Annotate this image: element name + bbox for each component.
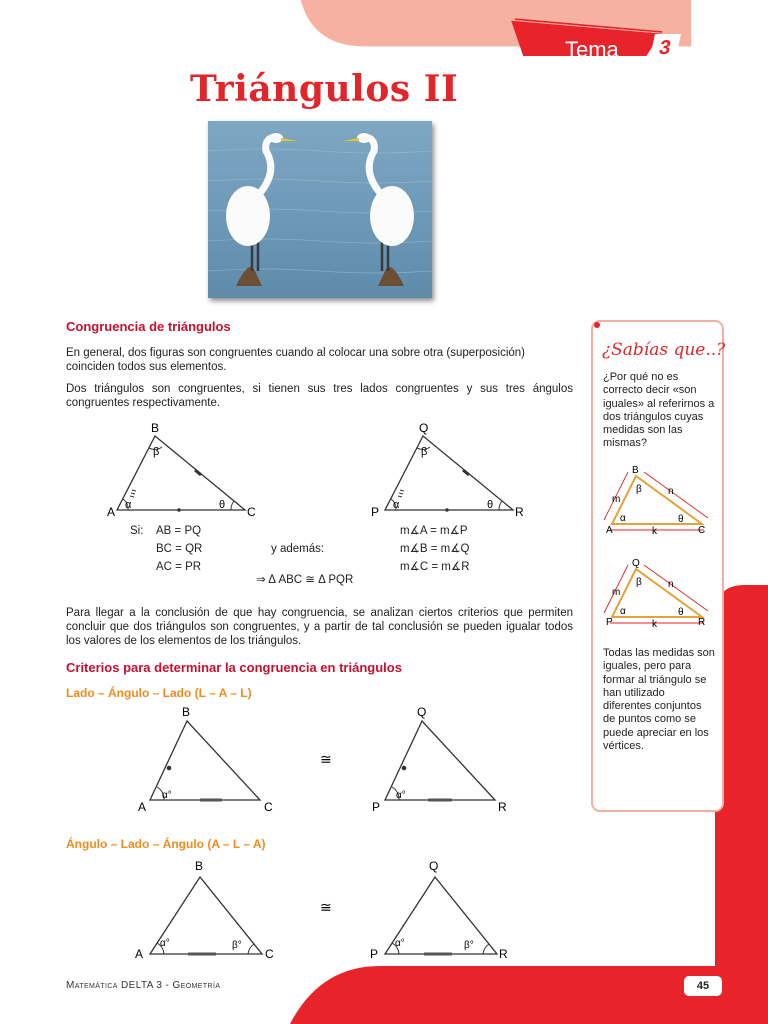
- vertex-b: B: [151, 421, 160, 435]
- lal-angle-alpha-2: α°: [396, 790, 406, 801]
- equation-ab-pq: AB = PQ: [156, 525, 202, 537]
- lal-vertex-p: P: [372, 800, 381, 814]
- ala-vertex-p: P: [370, 947, 379, 961]
- lal-vertex-a: A: [138, 800, 147, 814]
- tema-number: 3: [649, 34, 681, 62]
- lal-figure: [130, 700, 530, 820]
- angle-theta-2: θ: [487, 499, 494, 511]
- paragraph-3: Para llegar a la conclusión de que hay congruencia, se analizan ciertos criterios que permiten concluir que dos triángulos son congruentes, y a partir de tal conclusión se pueden igualar todos los valores de los elementos de los triángulos.: [66, 607, 573, 647]
- lal-vertex-q: Q: [417, 705, 427, 719]
- equation-bc-qr: BC = QR: [156, 543, 203, 555]
- sab2-vertex-q: Q: [632, 558, 640, 569]
- sab1-vertex-b: B: [632, 465, 639, 476]
- sab1-vertex-a: A: [606, 525, 613, 536]
- paragraph-1: En general, dos figuras son congruentes cuando al colocar una sobre otra (superposición) coinciden todos sus elementos.: [66, 347, 526, 373]
- ala-angle-alpha: α°: [160, 938, 170, 949]
- ala-angle-beta-2: β°: [464, 940, 474, 951]
- ala-vertex-c: C: [265, 947, 274, 961]
- vertex-r: R: [515, 505, 524, 519]
- lal-vertex-c: C: [264, 800, 273, 814]
- vertex-c: C: [247, 505, 256, 519]
- angle-theta: θ: [219, 499, 226, 511]
- sabias-question: ¿Por qué no es correcto decir «son iguales» al referirnos a dos triángulos cuyas medidas son las mismas?: [603, 371, 715, 450]
- page-number: 45: [684, 976, 722, 996]
- corner-dot-icon: [592, 320, 602, 330]
- lal-triangle-abc: [138, 705, 273, 814]
- sabias-que-title: ¿Sabías que..?: [602, 340, 726, 360]
- si-label: Si:: [130, 525, 144, 537]
- ala-heading: Ángulo – Lado – Ángulo (A – L – A): [66, 837, 266, 851]
- sab1-vertex-c: C: [698, 525, 706, 536]
- lal-heading: Lado – Ángulo – Lado (L – A – L): [66, 686, 252, 700]
- ala-vertex-a: A: [135, 947, 144, 961]
- tema-label: Tema: [565, 37, 619, 62]
- sab1-beta: β: [636, 484, 642, 495]
- conclusion-congruence: ⇒ Δ ABC ≅ Δ PQR: [256, 574, 354, 586]
- sab2-theta: θ: [678, 607, 684, 618]
- lal-vertex-r: R: [498, 800, 507, 814]
- ala-angle-alpha-2: α°: [395, 938, 405, 949]
- triangle-abc: [107, 421, 256, 519]
- angle-beta: β: [153, 446, 160, 458]
- ala-congruent-symbol: ≅: [320, 899, 332, 915]
- sab1-side-n: n: [668, 486, 674, 497]
- sabias-figure-abc: [600, 462, 718, 542]
- sab2-side-k: k: [652, 619, 657, 630]
- angle-eq-c-r: m∡C = m∡R: [400, 561, 470, 573]
- ala-angle-beta: β°: [232, 940, 242, 951]
- vertex-q: Q: [419, 421, 429, 435]
- ala-figure: [130, 852, 530, 968]
- egrets-photo: [208, 121, 432, 298]
- sab2-vertex-p: P: [606, 617, 613, 628]
- egrets-icon: [208, 121, 432, 298]
- ala-triangle-abc: [135, 859, 274, 961]
- sabias-answer: Todas las medidas son iguales, pero para formar al triángulo se han utilizado diferentes conjuntos de puntos como se puede apreciar en los vértices.: [603, 647, 715, 753]
- sab1-theta: θ: [678, 514, 684, 525]
- sabias-figure-pqr: [600, 557, 718, 637]
- vertex-p: P: [371, 505, 380, 519]
- angle-eq-a-p: m∡A = m∡P: [400, 525, 468, 537]
- footer-book-title: Matemática DELTA 3 - Geometría: [66, 980, 221, 991]
- paragraph-2: Dos triángulos son congruentes, si tienen sus tres lados congruentes y sus tres ángulos congruentes respectivamente.: [66, 383, 573, 409]
- angle-eq-b-q: m∡B = m∡Q: [400, 543, 470, 555]
- angle-alpha-2: α: [393, 499, 400, 511]
- ala-vertex-q: Q: [429, 859, 439, 873]
- page-title: Triángulos II: [190, 68, 459, 110]
- ala-vertex-b: B: [195, 859, 204, 873]
- sab2-side-n: n: [668, 579, 674, 590]
- triangle-pqr: [371, 421, 524, 519]
- criterios-heading: Criterios para determinar la congruencia en triángulos: [66, 660, 402, 675]
- figure-congruent-triangles: [95, 418, 555, 523]
- lal-congruent-symbol: ≅: [320, 751, 332, 767]
- section-heading-congruencia: Congruencia de triángulos: [66, 319, 231, 334]
- ademas-label: y además:: [271, 543, 325, 555]
- sab1-side-k: k: [652, 526, 657, 537]
- sab2-side-m: m: [612, 587, 621, 598]
- sab1-alpha: α: [620, 513, 626, 524]
- angle-alpha: α: [125, 499, 132, 511]
- sab2-vertex-r: R: [698, 617, 706, 628]
- angle-beta-2: β: [421, 446, 428, 458]
- lal-angle-alpha: α°: [162, 790, 172, 801]
- ala-triangle-pqr: [370, 859, 508, 961]
- sab1-side-m: m: [612, 494, 621, 505]
- lal-triangle-pqr: [372, 705, 507, 814]
- sab2-alpha: α: [620, 606, 626, 617]
- lal-vertex-b: B: [182, 705, 191, 719]
- ala-vertex-r: R: [499, 947, 508, 961]
- equation-ac-pr: AC = PR: [156, 561, 202, 573]
- sab2-beta: β: [636, 577, 642, 588]
- vertex-a: A: [107, 505, 116, 519]
